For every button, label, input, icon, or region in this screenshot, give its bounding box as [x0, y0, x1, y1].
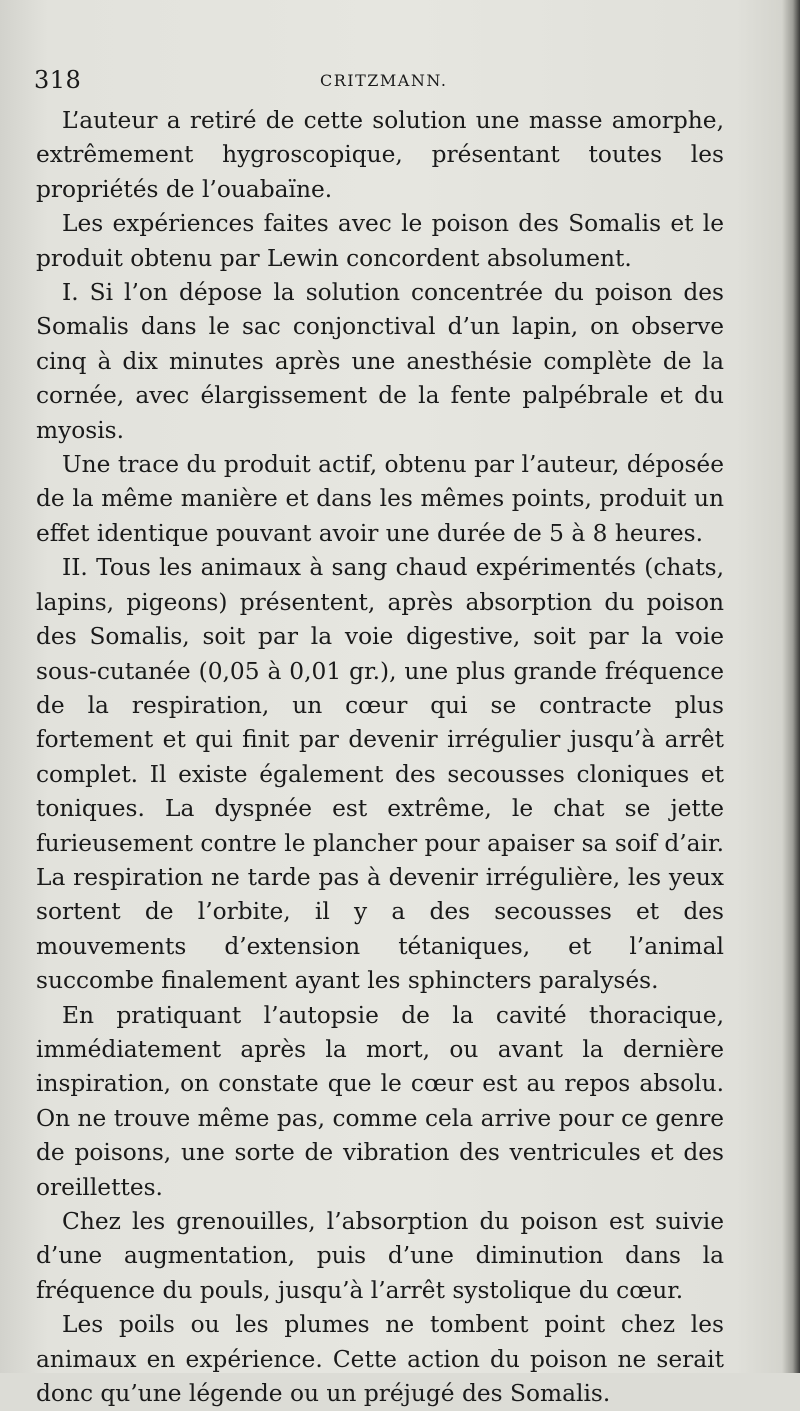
body-text [36, 104, 724, 1411]
paragraph-section-i: I. Si l’on dépose la solution concentrée du poison des Somalis dans le sac conjonctival d’un lapin, on observe cinq à dix minutes après une anesthésie complète de la cornée, avec élargissement de la fente palpébrale et du myosis. [36, 279, 724, 444]
paragraph-trace-produit: Une trace du produit actif, obtenu par l’auteur, déposée de la même manière et dans les mêmes points, produit un effet identique pouvant avoir une durée de 5 à 8 heures. [36, 451, 724, 547]
page-edge-shadow [782, 0, 800, 1373]
running-head: CRITZMANN. [320, 71, 448, 90]
paragraph-section-ii: II. Tous les animaux à sang chaud expérimentés (chats, lapins, pigeons) présentent, après absorption du poison des Somalis, soit par la voie digestive, soit par la voie sous-cutanée (0,05 à 0,01 gr.), une plus grande fréquence de la respiration, un cœur qui se contracte plus fortement et qui finit par devenir irrégulier jusqu’à arrêt complet. Il existe également des secousses cloniques et toniques. La dyspnée est extrême, le chat se jette furieusement contre le plancher pour apaiser sa soif d’air. La respiration ne tarde pas à devenir irrégulière, les yeux sortent de l’orbite, il y a des secousses et des mouvements d’extension tétaniques, et l’animal succombe finalement ayant les sphincters paralysés. [36, 554, 724, 995]
paragraph-poils-plumes: Les poils ou les plumes ne tombent point chez les animaux en expérience. Cette action du poison ne serait donc qu’une légende ou un préjugé des Somalis. [36, 1311, 724, 1408]
paragraph-grenouilles: Chez les grenouilles, l’absorption du poison est suivie d’une augmentation, puis d’une diminution dans la fréquence du pouls, jusqu’à l’arrêt systolique du cœur. [36, 1208, 724, 1304]
paragraph-autopsie: En pratiquant l’autopsie de la cavité thoracique, immédiatement après la mort, ou avant la dernière inspiration, on constate que le cœur est au repos absolu. On ne trouve même pas, comme cela arrive pour ce genre de poisons, une sorte de vibration des ventricules et des oreillettes. [36, 1001, 724, 1201]
page-header [34, 66, 734, 102]
paragraph-ouabaine: L’auteur a retiré de cette solution une masse amorphe, extrêmement hygroscopique, présentant toutes les propriétés de l’ouabaïne. [36, 107, 724, 203]
page-number: 318 [34, 66, 82, 94]
paragraph-experiences: Les expériences faites avec le poison des Somalis et le produit obtenu par Lewin concordent absolument. [36, 210, 724, 272]
